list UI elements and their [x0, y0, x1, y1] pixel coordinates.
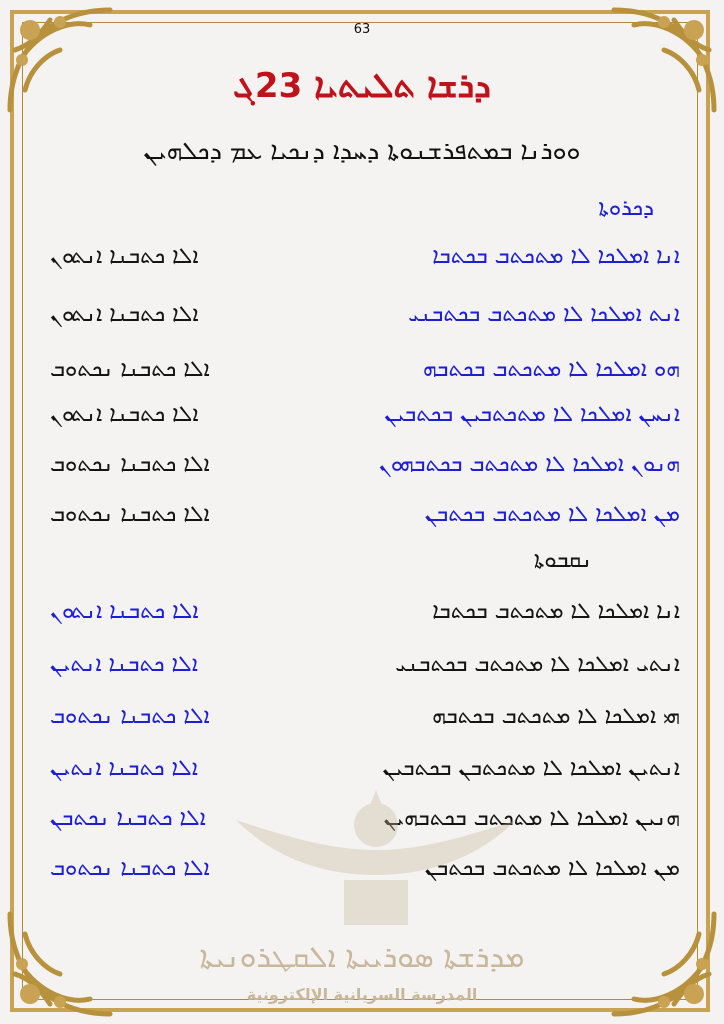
phrase-text: ܐܢܬܝ ܐܡܠܟܐ ܠܐ ܡܬܟܬܒ ܒܟܬܒܢܝ	[395, 652, 680, 677]
answer-text: ܐܠܐ ܟܬܒܢܐ ܢܟܬܘܒ	[50, 704, 210, 729]
phrase-text: ܐܢܚܢ ܐܡܠܟܐ ܠܐ ܡܬܟܬܒܝܢ ܒܟܬܒܝܢ	[384, 402, 680, 427]
phrase-text: ܐܢܬ ܐܡܠܟܐ ܠܐ ܡܬܟܬܒ ܒܟܬܒܢܝ	[408, 302, 680, 327]
list-item	[40, 357, 680, 397]
phrase-text: ܗܘ ܐܡܠܟܐ ܠܐ ܡܬܟܬܒ ܒܟܬܒܗ	[422, 357, 680, 382]
lesson-title: ܕܪܫܐ ܬܠܝܬܝܐ 23ܓ	[233, 66, 491, 106]
phrase-text: ܡܢ ܐܡܠܟܐ ܠܐ ܡܬܟܬܒ ܒܟܬܒܢ	[424, 502, 680, 527]
answer-text: ܐܠܐ ܟܬܒܢܐ ܐܢܬܘܢ	[50, 244, 199, 269]
phrase-text: ܡܢ ܐܡܠܟܐ ܠܐ ܡܬܟܬܒ ܒܟܬܒܢ	[424, 856, 680, 881]
phrase-text: ܗܝ ܐܡܠܟܐ ܠܐ ܡܬܟܬܒ ܒܟܬܒܗ	[432, 704, 680, 729]
phrase-text: ܐܢܐ ܐܡܠܟܐ ܠܐ ܡܬܟܬܒ ܒܟܬܒܐ	[432, 599, 680, 624]
answer-text: ܐܠܐ ܟܬܒܢܐ ܐܢܬܘܢ	[50, 402, 199, 427]
list-item	[40, 244, 680, 284]
answer-text: ܐܠܐ ܟܬܒܢܐ ܐܢܬܘܢ	[50, 302, 199, 327]
answer-text: ܐܠܐ ܟܬܒܢܐ ܢܟܬܘܒ	[50, 357, 210, 382]
answer-text: ܐܠܐ ܟܬܒܢܐ ܐܢܬܝܢ	[50, 652, 198, 677]
footer-school-name-syriac: ܡܕܪܫܬܐ ܣܘܪܝܝܬܐ ܐܠܩܛܪܘܢܝܬܐ	[199, 940, 525, 975]
list-item	[40, 652, 680, 692]
answer-text: ܐܠܐ ܟܬܒܢܐ ܢܟܬܒܢ	[50, 806, 206, 831]
phrase-text: ܐܢܐ ܐܡܠܟܐ ܠܐ ܡܬܟܬܒ ܒܟܬܒܐ	[432, 244, 680, 269]
page-number: 63	[353, 22, 371, 37]
list-item	[40, 302, 680, 342]
list-item	[40, 502, 680, 542]
list-item	[40, 704, 680, 744]
list-item	[40, 599, 680, 639]
answer-text: ܐܠܐ ܟܬܒܢܐ ܢܟܬܘܒ	[50, 856, 210, 881]
phrase-text: ܗܢܝܢ ܐܡܠܟܐ ܠܐ ܡܬܟܬܒ ܒܟܬܒܗܝܢ	[383, 806, 680, 831]
lesson-subtitle: ܘܘܪܢܐ ܒܡܬܦܪܫܢܘܬܐ ܕܚܕܐ ܕܢܟܝܐ ܥܡ ܕܟܠܗܝܢ	[143, 136, 581, 165]
list-item	[40, 402, 680, 442]
section-label-masculine: ܕܟܪܘܬܐ	[598, 196, 654, 221]
answer-text: ܐܠܐ ܟܬܒܢܐ ܢܟܬܘܒ	[50, 452, 210, 477]
watermark-emblem-icon	[226, 780, 526, 930]
answer-text: ܐܠܐ ܟܬܒܢܐ ܐܢܬܝܢ	[50, 756, 198, 781]
footer-school-name-arabic: المدرسة السريانية الإلكترونية	[246, 985, 478, 1004]
answer-text: ܐܠܐ ܟܬܒܢܐ ܐܢܬܘܢ	[50, 599, 199, 624]
phrase-text: ܗܢܘܢ ܐܡܠܟܐ ܠܐ ܡܬܟܬܒ ܒܟܬܒܗܘܢ	[378, 452, 680, 477]
phrase-text: ܐܢܬܝܢ ܐܡܠܟܐ ܠܐ ܡܬܟܬܒܢ ܒܟܬܒܝܢ	[382, 756, 680, 781]
section-label-feminine: ܢܩܒܘܬܐ	[533, 548, 592, 573]
answer-text: ܐܠܐ ܟܬܒܢܐ ܢܟܬܘܒ	[50, 502, 210, 527]
list-item	[40, 452, 680, 492]
